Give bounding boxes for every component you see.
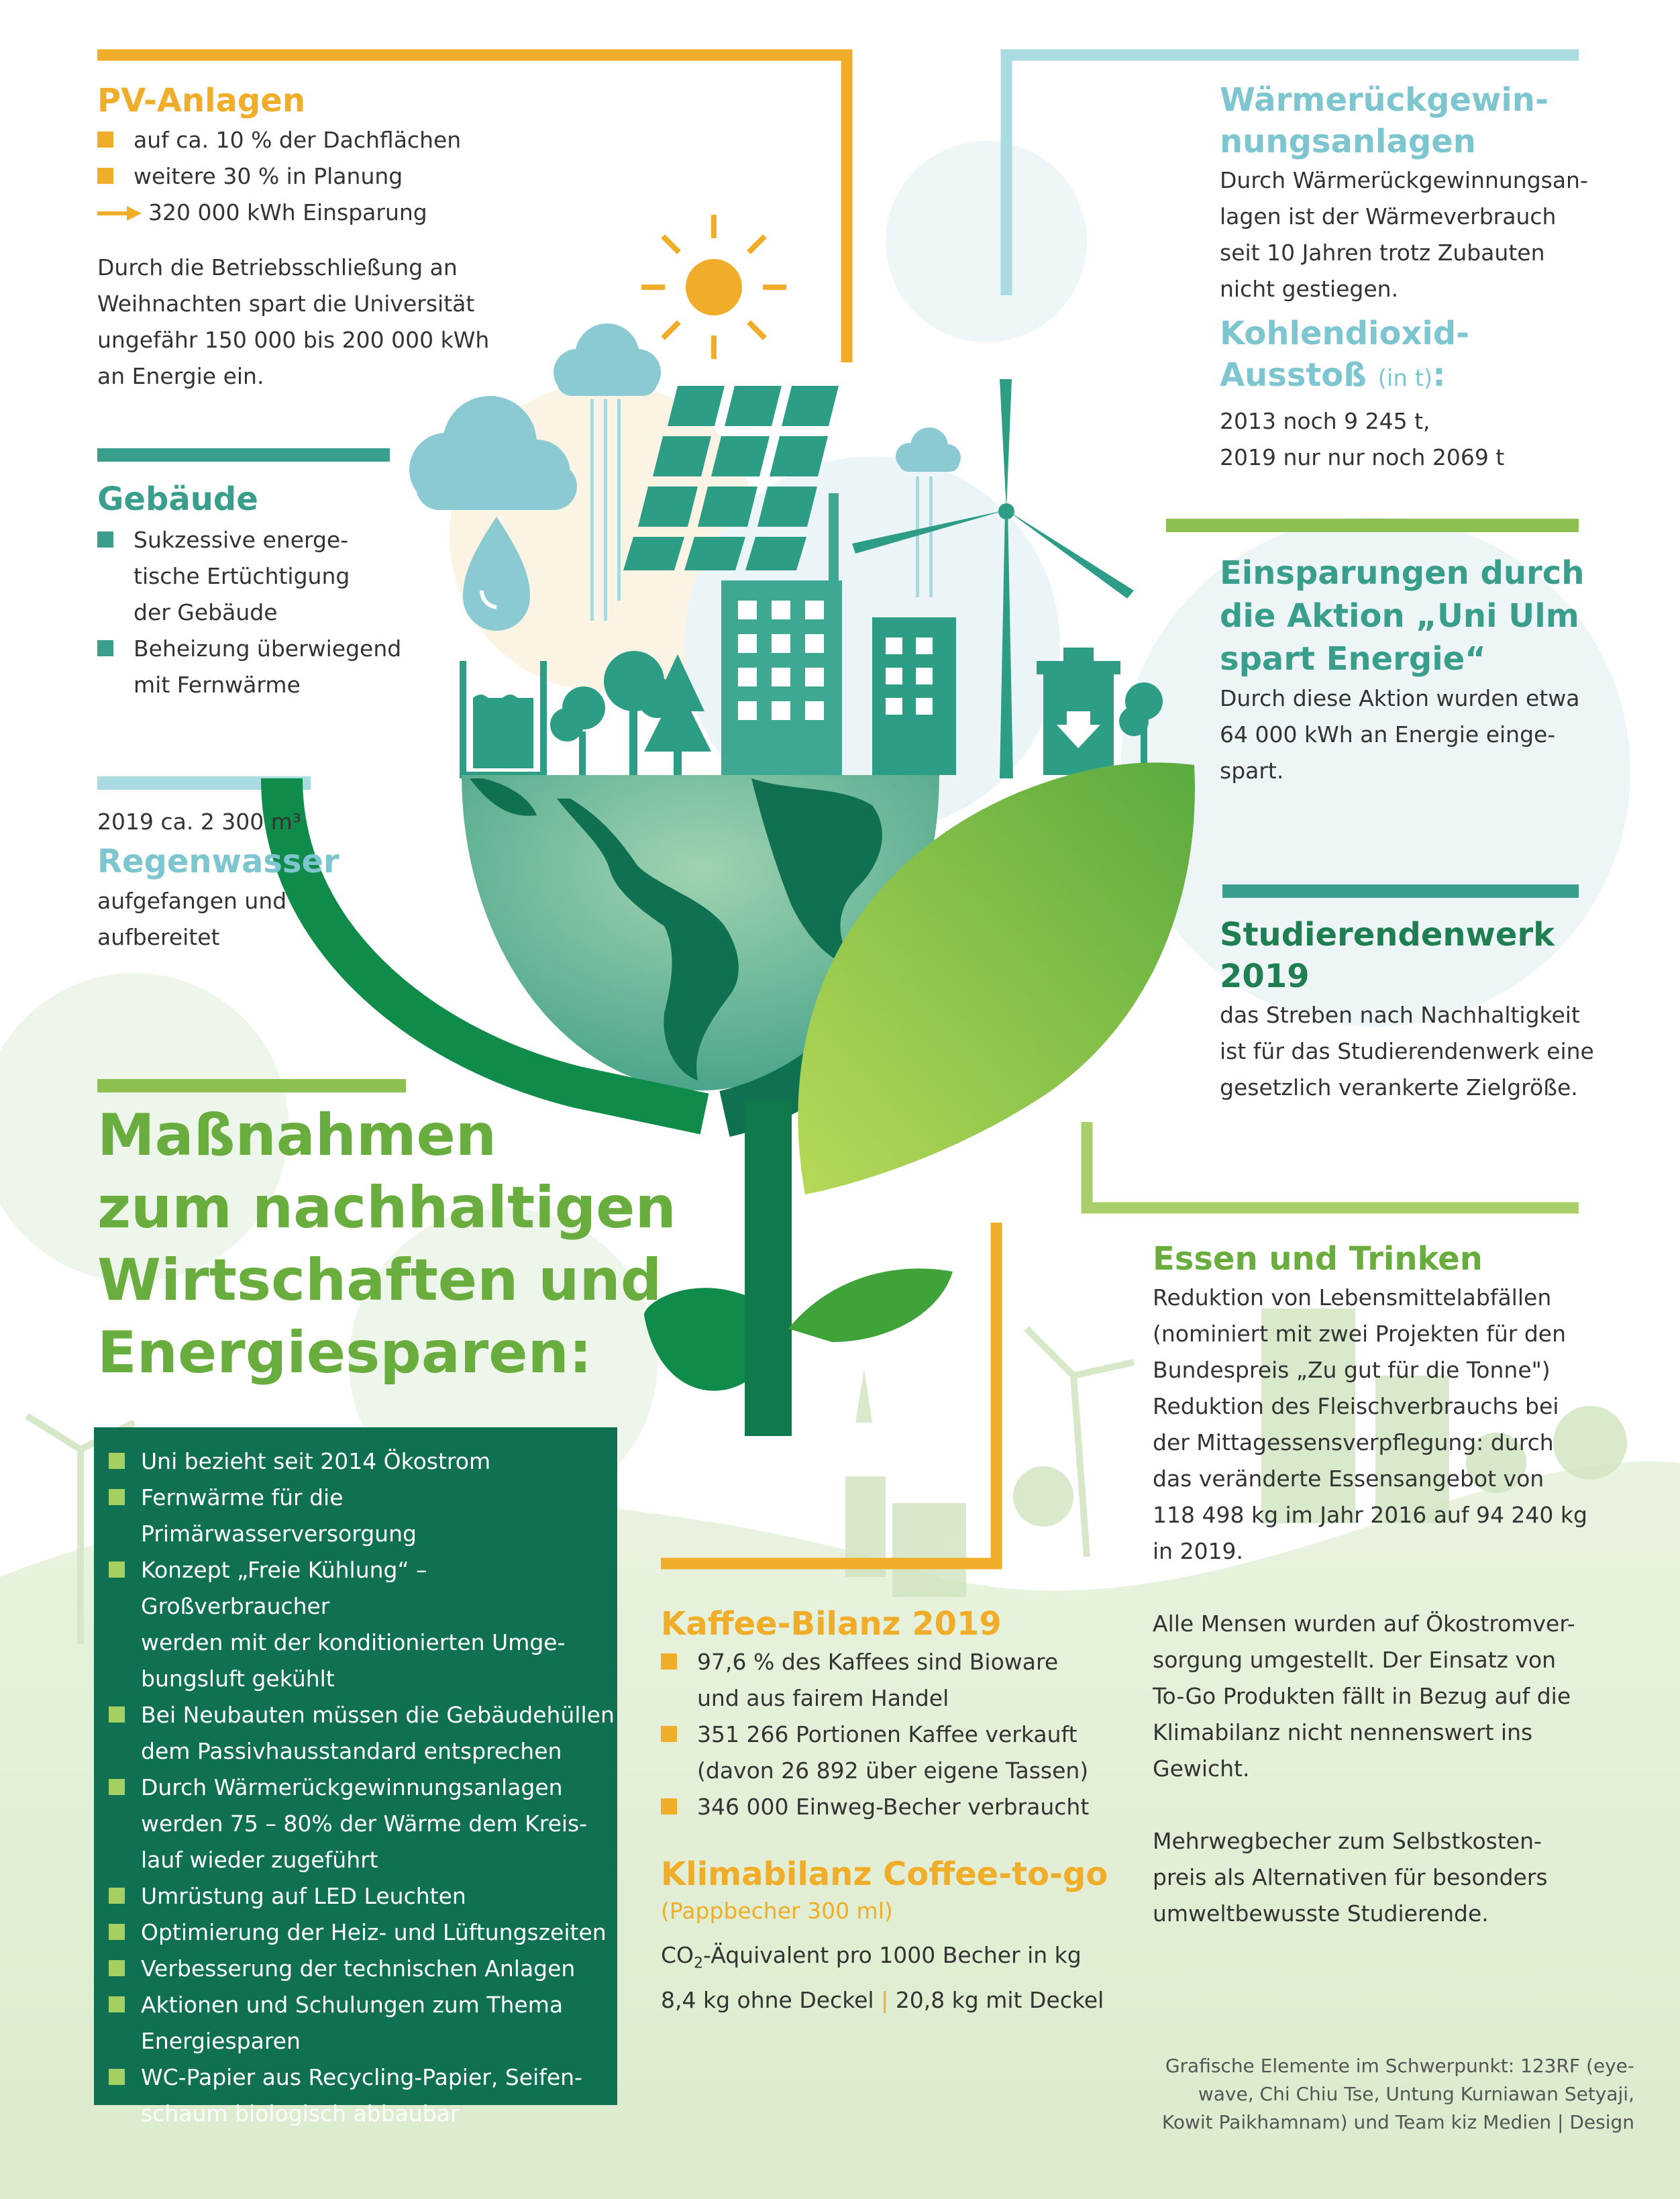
pv-paragraph: Durch die Betriebsschließung an Weihnachten spart die Universität ungefähr 150 000 bis 200 000 kWh an Energie ein. (97, 254, 490, 389)
bullet-square-icon (109, 2069, 125, 2085)
waerme-section (1220, 79, 1622, 476)
bullet-square-icon (661, 1798, 677, 1814)
bullet-square-icon (97, 168, 113, 184)
stem-trunk (745, 1101, 792, 1436)
regen-text: aufgefangen und aufbereitet (97, 888, 287, 950)
bullet-square-icon (661, 1653, 677, 1670)
bracket-essen (1087, 1122, 1579, 1208)
studierendenwerk-text: das Streben nach Nachhaltigkeit ist für das Studierendenwerk eine gesetzlich verankerte Zielgröße. (1220, 1002, 1594, 1101)
building-icon (872, 617, 956, 775)
gebaeude-list (97, 522, 473, 703)
essen-p1: Reduktion von Lebensmittelabfällen (nominiert mit zwei Projekten für den Bundespreis „Zu gut für die Tonne") Reduktion des Fleischverbrauchs bei der Mittagessensverpflegung: durch das veränderte Essensangebot von 118 498 kg im Jahr 2016 auf 94 240 kg in 2019. (1153, 1284, 1587, 1564)
bullet-square-icon (97, 531, 113, 548)
pv-section (97, 82, 768, 395)
regen-title: Regenwasser (97, 843, 339, 880)
arrow-right-icon (97, 206, 142, 221)
waerme-text: Durch Wärmerückgewinnungsan- lagen ist der Wärmeverbrauch seit 10 Jahren trotz Zubauten nicht gestiegen. (1220, 167, 1588, 302)
bar-gebaeude (97, 448, 390, 462)
list-item: Konzept „Freie Kühlung“ – Großverbraucher werden mit der konditionierten Umge- bungsluft gekühlt (94, 1552, 617, 1697)
water-tank-icon (463, 661, 543, 775)
klima-text: $CO_2$-Äquivalent pro 1000 Becher in kg 8,4 kg ohne Deckel | 20,8 kg mit Deckel (661, 1942, 1104, 2013)
bar-studierendenwerk (1222, 884, 1579, 898)
waerme-title: Wärmerückgewin- nungsanlagen (1220, 81, 1548, 160)
main-title: Maßnahmen zum nachhaltigen Wirtschaften und Energiesparen: (97, 1102, 676, 1386)
essen-p2: Alle Mensen wurden auf Ökostromver- sorgung umgestellt. Der Einsatz von To-Go Produkten fällt in Bezug auf die Klimabilanz nicht nennenswert ins Gewicht. (1153, 1610, 1575, 1782)
bullet-square-icon (661, 1726, 677, 1742)
einsparungen-section (1220, 552, 1595, 789)
bullet-square-icon (109, 1779, 125, 1795)
pv-title: PV-Anlagen (97, 82, 306, 119)
list-item: Beheizung überwiegend mit Fernwärme (97, 631, 473, 703)
studierendenwerk-section (1220, 914, 1595, 1106)
list-item: 97,6 % des Kaffees sind Bioware und aus fairem Handel (661, 1644, 1124, 1717)
list-item: 346 000 Einweg-Becher verbraucht (661, 1789, 1124, 1825)
list-item: Optimierung der Heiz- und Lüftungszeiten (94, 1914, 617, 1951)
list-item: Umrüstung auf LED Leuchten (94, 1878, 617, 1914)
list-item: 351 266 Portionen Kaffee verkauft (davon 26 892 über eigene Tassen) (661, 1717, 1124, 1789)
bullet-square-icon (109, 1562, 125, 1578)
cloud-icon (896, 427, 961, 472)
bullet-square-icon (109, 1453, 125, 1469)
list-item: auf ca. 10 % der Dachflächen (97, 122, 768, 158)
list-item: Sukzessive energe- tische Ertüchtigung der Gebäude (97, 522, 473, 631)
bar-einsparungen (1166, 519, 1579, 532)
klima-subtitle: (Pappbecher 300 ml) (661, 1898, 893, 1924)
list-item: Aktionen und Schulungen zum Thema Energiesparen (94, 1987, 617, 2059)
einsparungen-text: Durch diese Aktion wurden etwa 64 000 kWh an Energie einge- spart. (1220, 685, 1580, 784)
regen-section (97, 804, 379, 956)
co2-text: 2013 noch 9 245 t, 2019 nur nur noch 2069 t (1220, 408, 1505, 470)
gebaeude-section (97, 480, 473, 703)
klima-section (661, 1855, 1144, 2018)
measures-box (94, 1427, 617, 2127)
kaffee-list (661, 1644, 1124, 1825)
pv-list (97, 122, 768, 231)
list-item: Verbesserung der technischen Anlagen (94, 1951, 617, 1987)
co2-title: Kohlendioxid- Ausstoß (in t): (1220, 315, 1470, 394)
list-item: Durch Wärmerückgewinnungsanlagen werden 75 – 80% der Wärme dem Kreis- lauf wieder zugeführt (94, 1770, 617, 1878)
list-item: Fernwärme für die Primärwasserversorgung (94, 1480, 617, 1552)
list-item: Uni bezieht seit 2014 Ökostrom (94, 1443, 617, 1480)
klima-title: Klimabilanz Coffee-to-go (661, 1855, 1108, 1893)
list-item: 320 000 kWh Einsparung (97, 195, 768, 231)
list-item: Bei Neubauten müssen die Gebäudehüllen dem Passivhausstandard entsprechen (94, 1697, 617, 1770)
studierendenwerk-title: Studierendenwerk 2019 (1220, 916, 1555, 995)
list-item: WC-Papier aus Recycling-Papier, Seifen- schaum biologisch abbaubar (94, 2059, 617, 2132)
measures-list (94, 1443, 617, 2132)
credit-text: Grafische Elemente im Schwerpunkt: 123RF (eye- wave, Chi Chiu Tse, Untung Kurniawan Setyaji, Kowit Paikhamnam) und Team kiz Medien | Design (1161, 2055, 1634, 2133)
bullet-square-icon (109, 1996, 125, 2012)
list-item: weitere 30 % in Planung (97, 158, 768, 195)
bullet-square-icon (97, 132, 113, 148)
bg-circle (886, 141, 1087, 342)
bullet-square-icon (109, 1489, 125, 1505)
kaffee-section (661, 1605, 1124, 1825)
bar-massnahmen (97, 1079, 406, 1092)
bullet-square-icon (109, 1960, 125, 1976)
trash-bin-icon (1037, 648, 1120, 775)
bullet-square-icon (97, 640, 113, 656)
gebaeude-title: Gebäude (97, 480, 258, 518)
essen-section (1153, 1238, 1595, 1932)
essen-title: Essen und Trinken (1153, 1240, 1483, 1278)
essen-p3: Mehrwegbecher zum Selbstkosten- preis als Alternativen für besonders umweltbewusste Studierende. (1153, 1828, 1548, 1927)
kaffee-title: Kaffee-Bilanz 2019 (661, 1605, 1002, 1643)
leaf-icon (788, 1268, 953, 1342)
bullet-square-icon (109, 1888, 125, 1904)
einsparungen-title: Einsparungen durch die Aktion „Uni Ulm spart Energie“ (1220, 554, 1585, 678)
regen-pre: 2019 ca. 2 300 m³ (97, 809, 302, 835)
bullet-square-icon (109, 1924, 125, 1940)
bullet-square-icon (109, 1706, 125, 1723)
